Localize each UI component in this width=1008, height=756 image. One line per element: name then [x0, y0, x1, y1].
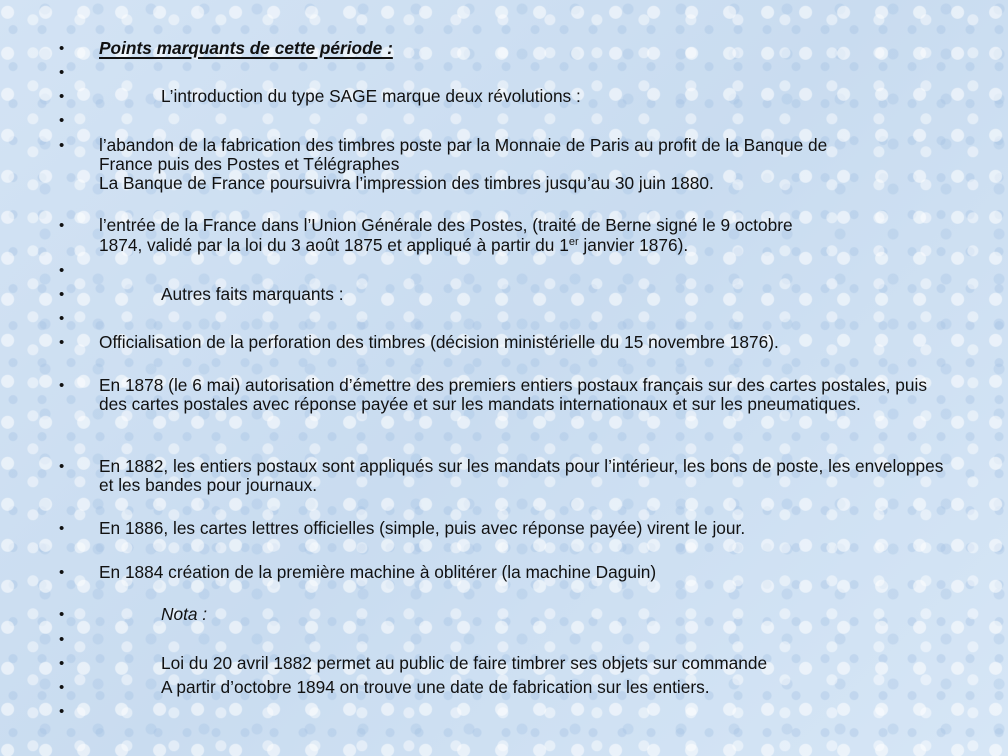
- bullet: •: [59, 631, 65, 648]
- cartes-1886-text: En 1886, les cartes lettres officielles (simple, puis avec réponse payée) virent le jour.: [99, 518, 746, 538]
- bullet: •: [59, 310, 65, 327]
- bullet: •: [59, 655, 65, 672]
- abandon-line-3: La Banque de France poursuivra l’impression des timbres jusqu’au 30 juin 1880.: [99, 173, 714, 193]
- bullet: •: [59, 88, 65, 105]
- section-title: Points marquants de cette période :: [99, 38, 393, 58]
- autres-text: Autres faits marquants :: [161, 284, 344, 304]
- bullet: •: [59, 703, 65, 720]
- bullet: •: [59, 679, 65, 696]
- nota-label: Nota :: [161, 604, 208, 624]
- union-line-2-sup: er: [568, 236, 579, 248]
- bullet: •: [59, 334, 65, 351]
- perforation-text: Officialisation de la perforation des timbres (décision ministérielle du 15 novembre 1876).: [99, 332, 779, 352]
- abandon-line-2: France puis des Postes et Télégraphes: [99, 154, 400, 174]
- abandon-line-1: l’abandon de la fabrication des timbres poste par la Monnaie de Paris au profit de la Banque de: [99, 135, 828, 155]
- union-line-2-a: 1874, validé par la loi du 3 août 1875 et appliqué à partir du 1: [99, 235, 569, 255]
- bullet: •: [59, 606, 65, 623]
- union-line-1: l’entrée de la France dans l’Union Générale des Postes, (traité de Berne signé le 9 octobre: [99, 215, 793, 235]
- octobre-1894-text: A partir d’octobre 1894 on trouve une date de fabrication sur les entiers.: [161, 677, 710, 697]
- bullet: •: [59, 520, 65, 537]
- bullet: •: [59, 564, 65, 581]
- union-line-2: [99, 236, 959, 255]
- bullet: •: [59, 458, 65, 475]
- bullet: •: [59, 64, 65, 81]
- bullet: •: [59, 112, 65, 129]
- bullet: •: [59, 377, 65, 394]
- entiers-1882-text: En 1882, les entiers postaux sont appliqués sur les mandats pour l’intérieur, les bons de poste, les enveloppes et les bandes pour journaux.: [99, 456, 944, 495]
- bullet: •: [59, 217, 65, 234]
- bullet: •: [59, 137, 65, 154]
- bullet: •: [59, 40, 65, 57]
- sage-intro-text: L’introduction du type SAGE marque deux révolutions :: [161, 86, 581, 106]
- daguin-1884-text: En 1884 création de la première machine à oblitérer (la machine Daguin): [99, 562, 657, 582]
- entiers-1878-text: En 1878 (le 6 mai) autorisation d’émettre des premiers entiers postaux français sur des cartes postales, puis des cartes postales avec réponse payée et sur les mandats internationaux et sur les pneumatiques.: [99, 375, 927, 414]
- bullet: •: [59, 262, 65, 279]
- bullet: •: [59, 286, 65, 303]
- union-line-2-b: janvier 1876).: [578, 235, 689, 255]
- loi-1882-text: Loi du 20 avril 1882 permet au public de faire timbrer ses objets sur commande: [161, 653, 768, 673]
